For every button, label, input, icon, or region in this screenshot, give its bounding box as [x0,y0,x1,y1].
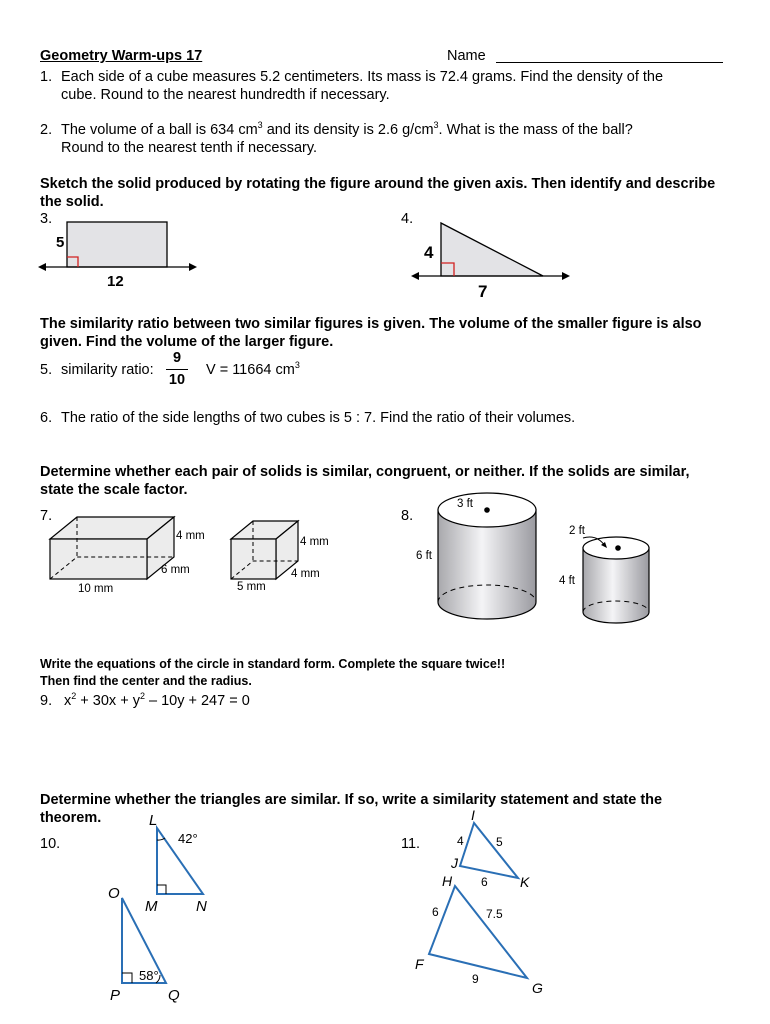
q4-number: 4. [401,211,414,227]
q4-base-label: 7 [478,282,488,301]
q11-vertex-H: H [442,873,453,889]
q10-vertex-N: N [196,898,207,915]
q4-axis-arrow-left [411,272,419,280]
section-similarity-line1: The similarity ratio between two similar figures is given. The volume of the smaller figure is also [40,316,702,332]
section-circle-line1: Write the equations of the circle in standard form. Complete the square twice!! [40,657,506,671]
q5-denominator: 10 [168,372,186,388]
q7-small-height: 4 mm [300,536,329,548]
q10-number: 10. [40,836,61,852]
section-solids-line1: Determine whether each pair of solids is similar, congruent, or neither. If the solids are similar, [40,464,690,480]
q8-large-height: 6 ft [416,550,432,562]
q5-number: 5. [40,362,53,378]
q5-fraction-bar [166,369,188,370]
q7-large-height: 4 mm [176,530,205,542]
q6-text: The ratio of the side lengths of two cubes is 5 : 7. Find the ratio of their volumes. [61,410,576,426]
q3-rectangle-figure [30,215,210,295]
q8-small-height: 4 ft [559,575,575,587]
q2-line1: The volume of a ball is 634 $cm^3$ and its density is 2.6 $g/cm^3$. What is the mass of the ball? [61,120,633,138]
q8-number: 8. [401,508,414,524]
q11-side-IK: 5 [496,835,503,849]
q11-side-JK: 6 [481,875,488,889]
q2-number: 2. [40,122,53,138]
q3-height-label: 5 [56,234,65,251]
q11-triangle-hfg [429,886,527,978]
q5-volume: V = 11664 $cm^3$ [206,360,300,378]
q4-height-label: 4 [424,243,434,262]
q5-numerator: 9 [172,350,182,366]
name-line [496,62,723,63]
q11-side-HG: 7.5 [486,907,503,921]
page-title: Geometry Warm-ups 17 [40,48,203,64]
q10-triangles-figure [100,808,230,1008]
q7-prisms-figure [40,512,370,602]
q11-vertex-J: J [451,855,458,871]
q11-vertex-F: F [415,956,424,972]
q4-axis-arrow-right [562,272,570,280]
q10-angle-L: 42° [178,831,198,846]
q11-vertex-I: I [471,807,475,823]
section-similarity-line2: given. Find the volume of the larger figure. [40,334,334,350]
q10-angle-Q: 58° [139,968,159,983]
section-circle-line2: Then find the center and the radius. [40,674,252,688]
q10-vertex-M: M [145,898,158,915]
q8-large-cylinder [438,493,536,619]
q4-triangle [441,223,543,276]
q7-large-depth: 6 mm [161,564,190,576]
q7-large-width: 10 mm [78,583,114,595]
q9-number: 9. [40,693,53,709]
section-rotate-line1: Sketch the solid produced by rotating the figure around the given axis. Then identify and describe [40,176,716,192]
q11-side-IJ: 4 [457,834,464,848]
q10-vertex-O: O [108,885,120,902]
q10-vertex-P: P [110,987,121,1004]
q7-small-width: 5 mm [237,581,266,593]
q7-number: 7. [40,508,53,524]
q3-number: 3. [40,211,53,227]
q8-small-radius: 2 ft [569,525,585,537]
q11-vertex-K: K [520,874,530,890]
q11-vertex-G: G [532,980,543,996]
q3-rectangle [67,222,167,267]
q11-triangles-figure [410,806,560,1001]
q3-width-label: 12 [107,273,124,290]
q1-line2: cube. Round to the nearest hundredth if necessary. [61,87,390,103]
q7-small-prism [231,521,298,579]
section-solids-line2: state the scale factor. [40,482,188,498]
q2-line2: Round to the nearest tenth if necessary. [61,140,318,156]
q10-vertex-L: L [149,812,158,829]
q6-number: 6. [40,410,53,426]
section-triangles-line1: Determine whether the triangles are similar. If so, write a similarity statement and state the [40,792,663,808]
q11-side-FG: 9 [472,972,479,986]
q1-number: 1. [40,69,53,85]
q1-line1: Each side of a cube measures 5.2 centimeters. Its mass is 72.4 grams. Find the density of the [61,69,664,85]
q11-side-HF: 6 [432,905,439,919]
q7-small-depth: 4 mm [291,568,320,580]
q3-axis-arrow-right [189,263,197,271]
section-rotate-line2: the solid. [40,194,104,210]
q8-small-cylinder [583,537,649,623]
q3-axis-arrow-left [38,263,46,271]
q4-triangle-figure [405,215,580,305]
q10-vertex-Q: Q [168,987,180,1004]
q5-label: similarity ratio: [61,362,154,378]
q9-equation: $x^2 + 30x + y^2 - 10y + 247 = 0$ [64,691,250,709]
q11-number: 11. [401,836,421,852]
section-triangles-line2: theorem. [40,810,102,826]
q8-large-radius: 3 ft [457,498,473,510]
q7-large-prism [50,517,174,579]
q11-triangle-ijk [460,823,518,878]
q8-cylinders-figure [405,490,665,640]
name-label: Name [447,48,486,64]
